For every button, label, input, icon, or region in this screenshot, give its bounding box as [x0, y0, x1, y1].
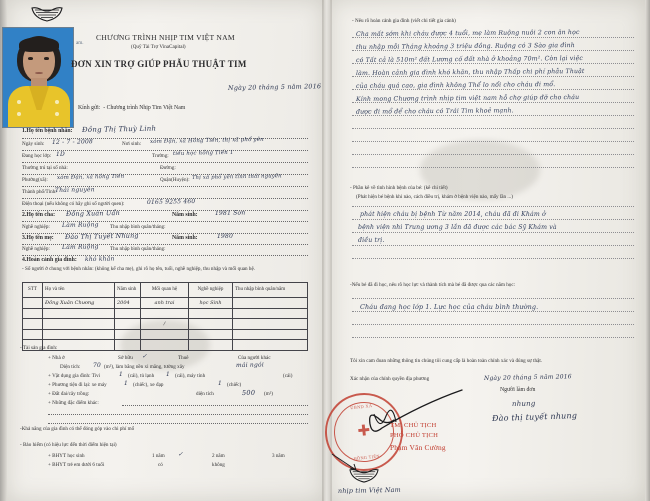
value-mother-birthyear: 1980 — [216, 232, 234, 240]
label-house: + Nhà ở — [48, 355, 65, 361]
cell-birthyear — [115, 308, 141, 319]
label-family-situation: 4.Hoàn cảnh gia đình: — [22, 257, 77, 263]
assets-heading: - Tài sản gia đình: — [20, 345, 58, 351]
value-land-area: 500 — [241, 388, 256, 397]
cell-job: học Sinh — [189, 298, 233, 309]
value-father-birthyear: 1981 Sơn — [214, 209, 246, 217]
value-patient-name: Đồng Thị Thuỳ Linh — [81, 124, 157, 134]
label-ward: Phường(xã): — [22, 177, 48, 183]
patient-photo — [2, 27, 74, 128]
unit-fridge: (cái), máy tính — [175, 373, 206, 379]
stamp-line-chutich: TM. CHỦ TỊCH — [390, 422, 437, 429]
right-b-line-3: điều trị. — [358, 237, 385, 244]
value-class: 1D — [55, 150, 66, 158]
value-school: tiểu học hồng Tiến 1 — [172, 149, 234, 157]
right-a-line-4: làm. Hoàn cảnh gia đình khó khăn, thu nhập Thấp chi phí phẫu Thuật — [355, 68, 585, 77]
cell-job — [189, 319, 233, 330]
unit-computer: (cái) — [283, 373, 293, 379]
unit-tv: (cái), tủ lạnh — [128, 373, 155, 379]
label-birthplace: Nơi sinh: — [122, 141, 142, 147]
label-dob: Ngày sinh: — [22, 141, 45, 147]
value-ward: xóm Đận, xã hồng Tiến — [56, 173, 125, 181]
cell-income — [233, 308, 308, 319]
value-area: 70 — [92, 361, 102, 369]
cell-job — [189, 340, 233, 351]
table-row — [23, 340, 308, 351]
cell-relation — [141, 308, 189, 319]
cell-stt — [23, 298, 43, 309]
value-family-situation: khó khăn — [84, 255, 115, 263]
value-district: Thị xã phổ yên tỉnh thái nguyên — [191, 173, 282, 181]
cell-name — [43, 329, 115, 340]
right-a-line-1: Cha mất sớm khi cháu được 4 tuổi, mẹ làm Ruộng nuôi 2 con ăn học — [355, 29, 580, 38]
addressed-to: Kính gửi: - Chương trình Nhịp Tim Việt Nam — [78, 105, 186, 111]
heart-logo-icon-bottom — [348, 468, 380, 483]
label-class: Đang học lớp: — [22, 153, 52, 159]
label-own: Sở hữu — [118, 355, 133, 361]
label-phone: Điện thoại (nếu không có hãy ghi số người quen): — [22, 201, 125, 207]
right-section-c-heading: -Nếu bé đã đi học, nêu rõ học lực và thành tích mà bé đã được qua các năm học: — [350, 282, 516, 288]
value-father-name: Đồng Xuân Uẩn — [65, 208, 121, 218]
value-tv: 1 — [118, 370, 124, 378]
right-a-line-2: thu nhập mỗi Tháng khoảng 3 triệu đồng. Ruộng có 3 Sào gia đình — [355, 42, 575, 51]
value-roof: mái ngói — [235, 361, 264, 369]
family-table-note: - Số người ở chung với bệnh nhân: (không kể cha mẹ), ghi rõ họ tên, tuổi, nghề nghiệp, thu nhập và mối quan hệ. — [22, 266, 256, 272]
applicant-role-label: Người làm đơn — [500, 387, 536, 393]
label-bhyt-student: + BHYT học sinh — [48, 453, 85, 459]
cell-stt — [23, 308, 43, 319]
household-members-table — [22, 282, 308, 351]
label-mother-name: 3.Họ tên mẹ: — [22, 235, 54, 241]
col-relation: Mối quan hệ — [141, 283, 189, 298]
insurance-heading: - Bảo hiểm (có hiệu lực đến thời điểm hiện tại) — [20, 442, 117, 448]
right-a-line-6: Kính mong Chương trình nhịp tim việt nam hỗ chợ giúp đỡ cho cháu — [355, 94, 580, 103]
cell-name — [43, 319, 115, 330]
stamp-line-signer-name: Phạm Văn Cường — [390, 443, 446, 452]
option-3-year: 3 năm — [272, 453, 285, 459]
label-bhyt-under6: + BHYT trẻ em dưới 6 tuổi — [48, 462, 105, 468]
right-section-b-subheading: (Phát hiện bé bệnh khi nào, cách điều trị, khám ở bệnh viện nào, mấy lần ...) — [356, 194, 514, 200]
label-appliances: + Vật dụng gia đình: Tivi — [48, 373, 101, 379]
cell-income — [233, 298, 308, 309]
value-dob: 12 - 7 - 2008 — [51, 138, 94, 146]
org-title-line2: (Quỹ Tài Trợ VinaCapital) — [131, 44, 186, 50]
table-row — [23, 308, 308, 319]
label-land-area: diện tích — [196, 391, 214, 397]
value-city: Thái nguyên — [54, 186, 95, 194]
unit-land-area: (m²) — [264, 391, 273, 397]
value-mother-job: Làm Ruộng — [61, 243, 99, 251]
stamp-line-phochutich: PHÓ CHỦ TỊCH — [390, 432, 439, 439]
cell-birthyear — [115, 329, 141, 340]
label-school: Trường: — [152, 153, 169, 159]
option-2-year: 2 năm — [212, 453, 225, 459]
label-father-job: Nghề nghiệp: — [22, 224, 50, 230]
cell-income — [233, 340, 308, 351]
col-name: Họ và tên — [43, 283, 115, 298]
local-authority-label: Xác nhận của chính quyền địa phương — [350, 376, 430, 382]
logo-caption: nhịp tim Việt Nam — [337, 485, 401, 495]
applicant-signature-name: Đào thị tuyết nhung — [491, 411, 578, 423]
own-checkmark: ✓ — [141, 352, 148, 360]
col-job: Nghề nghiệp — [189, 283, 233, 298]
cell-name — [43, 308, 115, 319]
handwritten-signature-stroke — [352, 388, 492, 448]
cell-relation — [141, 340, 189, 351]
table-row — [23, 319, 308, 330]
stamp-arc-top: UBND XÃ — [350, 403, 373, 411]
table-row — [23, 298, 308, 309]
label-residence: Thường trú tại số nhà: — [22, 165, 68, 171]
option-yes: có — [158, 462, 163, 468]
label-father-birthyear: Năm sinh: — [172, 212, 198, 218]
value-fridge: 1 — [165, 370, 171, 378]
cell-job — [189, 329, 233, 340]
cell-relation: / — [141, 319, 189, 330]
value-bicycle: 1 — [217, 379, 223, 387]
letterhead-partial: am. — [76, 40, 84, 46]
value-father-job: Làm Ruộng — [61, 221, 99, 229]
cell-name: Đồng Xuân Chương — [43, 298, 115, 309]
label-mother-income: Thu nhập bình quân/tháng: — [110, 246, 166, 252]
bhyt-checkmark: ✓ — [177, 450, 184, 458]
commitment-text: Tôi xin cam đoan những thông tin chúng tôi cung cấp là hoàn toàn chính xác và đúng sự thật. — [350, 358, 543, 364]
col-stt: STT — [23, 283, 43, 298]
table-row — [23, 329, 308, 340]
cell-job — [189, 308, 233, 319]
value-mother-name: Đào Thị Tuyết Nhung — [64, 231, 139, 241]
label-father-income: Thu nhập bình quân/tháng: — [110, 224, 166, 230]
right-a-line-3: có Tất cả là 510m² đất Lương cố đất nhà ở khoảng 70m². Còn lại việc — [355, 55, 584, 64]
stamp-star-icon: ✚ — [356, 422, 372, 441]
right-a-line-5: của cháu quá cao, gia đình không Thể lo nổi cho cháu đi mổ. — [355, 81, 556, 90]
option-no: không — [212, 462, 225, 468]
value-birthplace: xóm Đận, xã Hồng Tiến, thị xã phổ yên — [149, 136, 264, 145]
cell-stt — [23, 319, 43, 330]
label-land: + Đất đai/cây trồng: — [48, 391, 90, 397]
label-rent: Thuê — [178, 355, 189, 361]
right-b-line-1: phát hiện cháu bị bệnh Từ năm 2014, cháu đã đi Khám ở — [360, 211, 546, 218]
label-contribution: -Khả năng của gia đình có thể đóng góp vào chi phí mổ — [20, 426, 135, 432]
cell-birthyear — [115, 340, 141, 351]
label-other-owner: Của người khác — [238, 355, 271, 361]
right-b-line-2: bệnh viện nhi Trung ương 3 lần đã được các bác Sỹ Khám và — [358, 224, 557, 231]
cell-stt — [23, 329, 43, 340]
col-income: Thu nhập bình quân/năm — [233, 283, 308, 298]
heart-logo-icon — [30, 6, 64, 22]
label-street: Đường: — [160, 165, 176, 171]
header-date: Ngày 20 tháng 5 năm 2016 — [227, 82, 322, 92]
col-birthyear: Năm sinh — [115, 283, 141, 298]
label-patient-name: 1.Họ tên bệnh nhân: — [22, 128, 73, 134]
label-father-name: 2.Họ tên cha: — [22, 212, 56, 218]
applicant-signature-short: nhung — [511, 399, 536, 408]
cell-relation: anh trai — [141, 298, 189, 309]
value-phone: 0165 9255 460 — [146, 198, 196, 206]
footer-date: Ngày 20 tháng 5 năm 2016 — [483, 373, 572, 382]
value-motorbike: 1 — [123, 379, 129, 387]
right-section-a-heading: - Nêu rõ hoàn cảnh gia đình (viết chi tiết gia cảnh) — [352, 18, 456, 24]
right-section-b-heading: - Phần kê về tình hình bệnh của bé: (kê chi tiết) — [350, 185, 448, 191]
label-mother-birthyear: Năm sinh: — [172, 235, 198, 241]
label-vehicle: + Phương tiện đi lại: xe máy — [48, 382, 107, 388]
stamp-arc-bottom: HỒNG TIẾN — [353, 453, 381, 462]
right-c-line-1: Cháu đang học lớp 1. Lực học của cháu bình thường. — [360, 303, 539, 311]
cell-income — [233, 329, 308, 340]
right-a-line-7: được đi mổ để cho cháu có Trái Tim khoẻ mạnh. — [355, 107, 514, 116]
unit-bicycle: (chiếc) — [227, 382, 242, 388]
cell-relation — [141, 329, 189, 340]
label-other-features: + Những đặc điểm khác: — [48, 400, 99, 406]
cell-birthyear — [115, 319, 141, 330]
label-area: Diện tích: — [60, 364, 81, 370]
scan-edge-right — [645, 0, 650, 501]
label-district: Quận(Huyện): — [160, 177, 190, 183]
cell-birthyear: 2004 — [115, 298, 141, 309]
cell-income — [233, 319, 308, 330]
table-header-row — [23, 283, 308, 298]
label-city: Thành phố/Tỉnh: — [22, 189, 57, 195]
unit-motorbike: (chiếc), xe đạp — [133, 382, 164, 388]
org-title-line1: CHƯƠNG TRÌNH NHỊP TIM VIỆT NAM — [96, 33, 235, 42]
label-mother-job: Nghề nghiệp: — [22, 246, 50, 252]
form-title: ĐƠN XIN TRỢ GIÚP PHẪU THUẬT TIM — [71, 59, 247, 69]
option-1-year: 1 năm — [152, 453, 165, 459]
unit-area: (m²), làm bằng nền xi măng, tường xây — [104, 364, 185, 370]
